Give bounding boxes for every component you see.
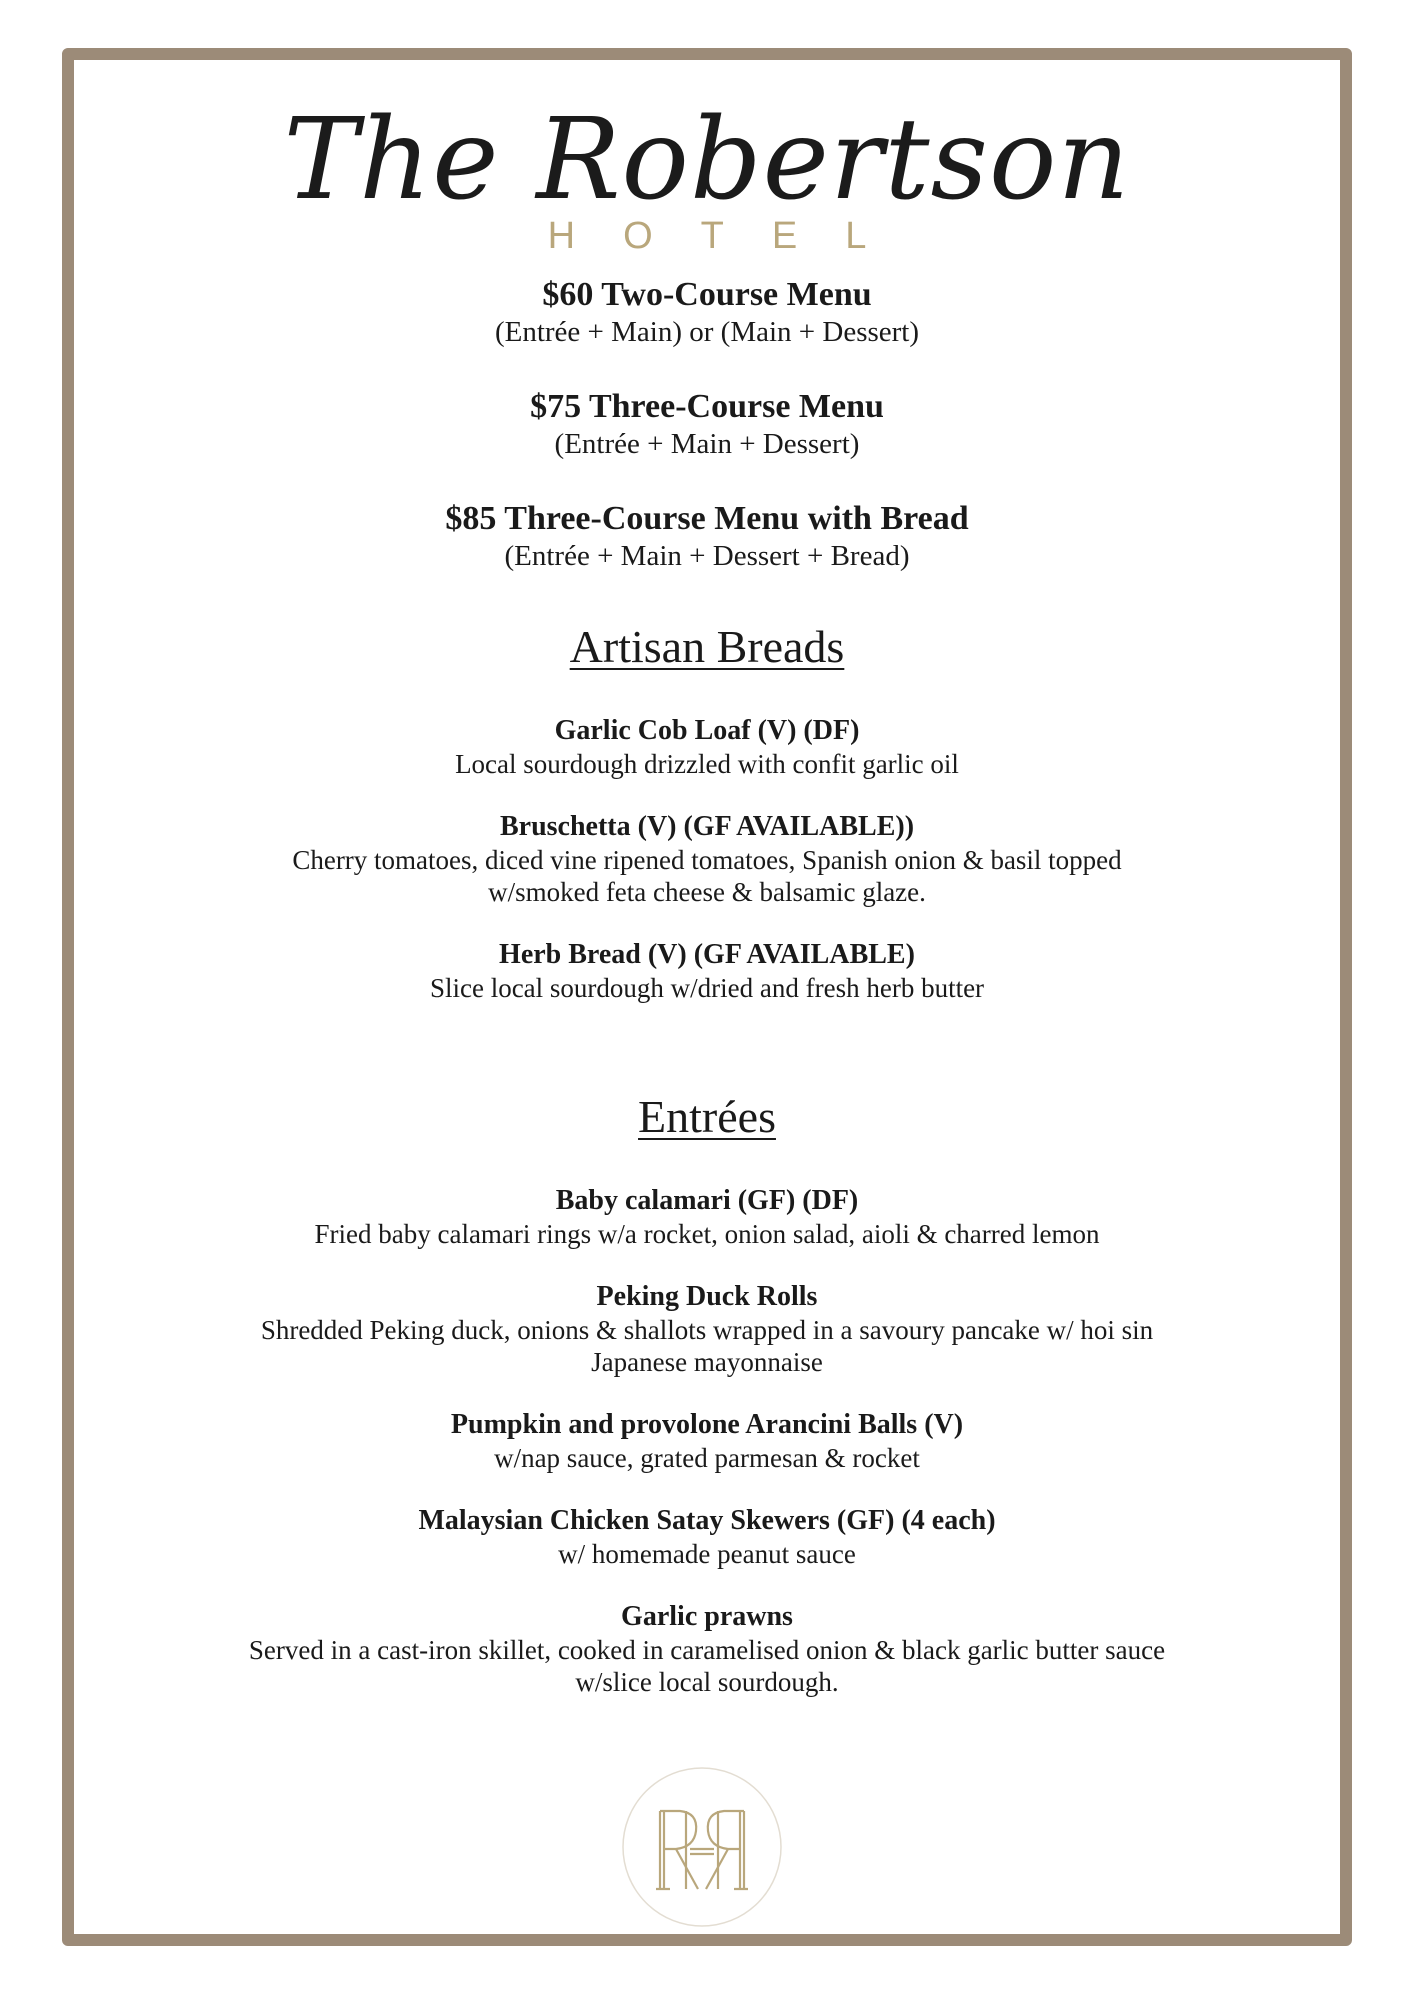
item-desc: Slice local sourdough w/dried and fresh herb butter (429, 973, 985, 1003)
section-title-artisan-breads: Artisan Breads (569, 621, 845, 672)
item-name: Malaysian Chicken Satay Skewers (GF) (4 each) (418, 1505, 996, 1536)
menu-item-baby-calamari (74, 1184, 1340, 1250)
item-name: Pumpkin and provolone Arancini Balls (V) (450, 1409, 964, 1440)
item-desc-line: Shredded Peking duck, onions & shallots wrapped in a savoury pancake w/ hoi sin (260, 1315, 1154, 1345)
menu-item-herb-bread (74, 938, 1340, 1004)
menu-item-garlic-cob-loaf (74, 714, 1340, 780)
offer-title: $85 Three-Course Menu with Bread (445, 500, 969, 537)
menu-item-arancini-balls (74, 1408, 1340, 1474)
offer-title: $60 Two-Course Menu (542, 276, 872, 313)
item-desc-line: Cherry tomatoes, diced vine ripened tomatoes, Spanish onion & basil topped (292, 845, 1122, 875)
hotel-logo-subtitle: HOTEL (547, 215, 915, 257)
item-desc: w/ homemade peanut sauce (558, 1539, 856, 1569)
item-name: Peking Duck Rolls (596, 1281, 818, 1312)
menu-item-satay-skewers (74, 1504, 1340, 1570)
menu-item-garlic-prawns (74, 1600, 1340, 1698)
entrees-list (74, 1184, 1340, 1698)
item-name: Garlic prawns (621, 1601, 793, 1632)
item-name: Bruschetta (V) (GF AVAILABLE)) (499, 811, 915, 842)
monogram-logo-icon (620, 1765, 784, 1929)
menu-content (74, 60, 1340, 1698)
item-desc: w/nap sauce, grated parmesan & rocket (494, 1443, 920, 1473)
offer-two-course (74, 276, 1340, 350)
menu-item-peking-duck-rolls (74, 1280, 1340, 1378)
offer-desc: (Entrée + Main + Dessert) (554, 428, 860, 460)
item-desc-line: Served in a cast-iron skillet, cooked in caramelised onion & black garlic butter sauce (248, 1635, 1166, 1665)
offer-desc: (Entrée + Main) or (Main + Dessert) (494, 316, 920, 348)
item-name: Garlic Cob Loaf (V) (DF) (554, 715, 860, 746)
item-name: Herb Bread (V) (GF AVAILABLE) (499, 939, 915, 970)
item-desc: Fried baby calamari rings w/a rocket, onion salad, aioli & charred lemon (314, 1219, 1100, 1249)
menu-item-bruschetta (74, 810, 1340, 908)
item-name: Baby calamari (GF) (DF) (555, 1185, 859, 1216)
offer-title: $75 Three-Course Menu (530, 388, 884, 425)
item-desc: Local sourdough drizzled with confit garlic oil (455, 749, 959, 779)
item-desc-line: w/slice local sourdough. (575, 1667, 839, 1697)
item-desc-line: w/smoked feta cheese & balsamic glaze. (488, 877, 926, 907)
section-title-entrees: Entrées (638, 1091, 776, 1142)
offer-desc: (Entrée + Main + Dessert + Bread) (504, 540, 910, 572)
item-desc-line: Japanese mayonnaise (591, 1347, 823, 1377)
hotel-logo-name: The Robertson (283, 95, 1131, 225)
offer-three-course (74, 388, 1340, 462)
breads-list (74, 714, 1340, 1004)
offer-three-course-bread (74, 500, 1340, 574)
